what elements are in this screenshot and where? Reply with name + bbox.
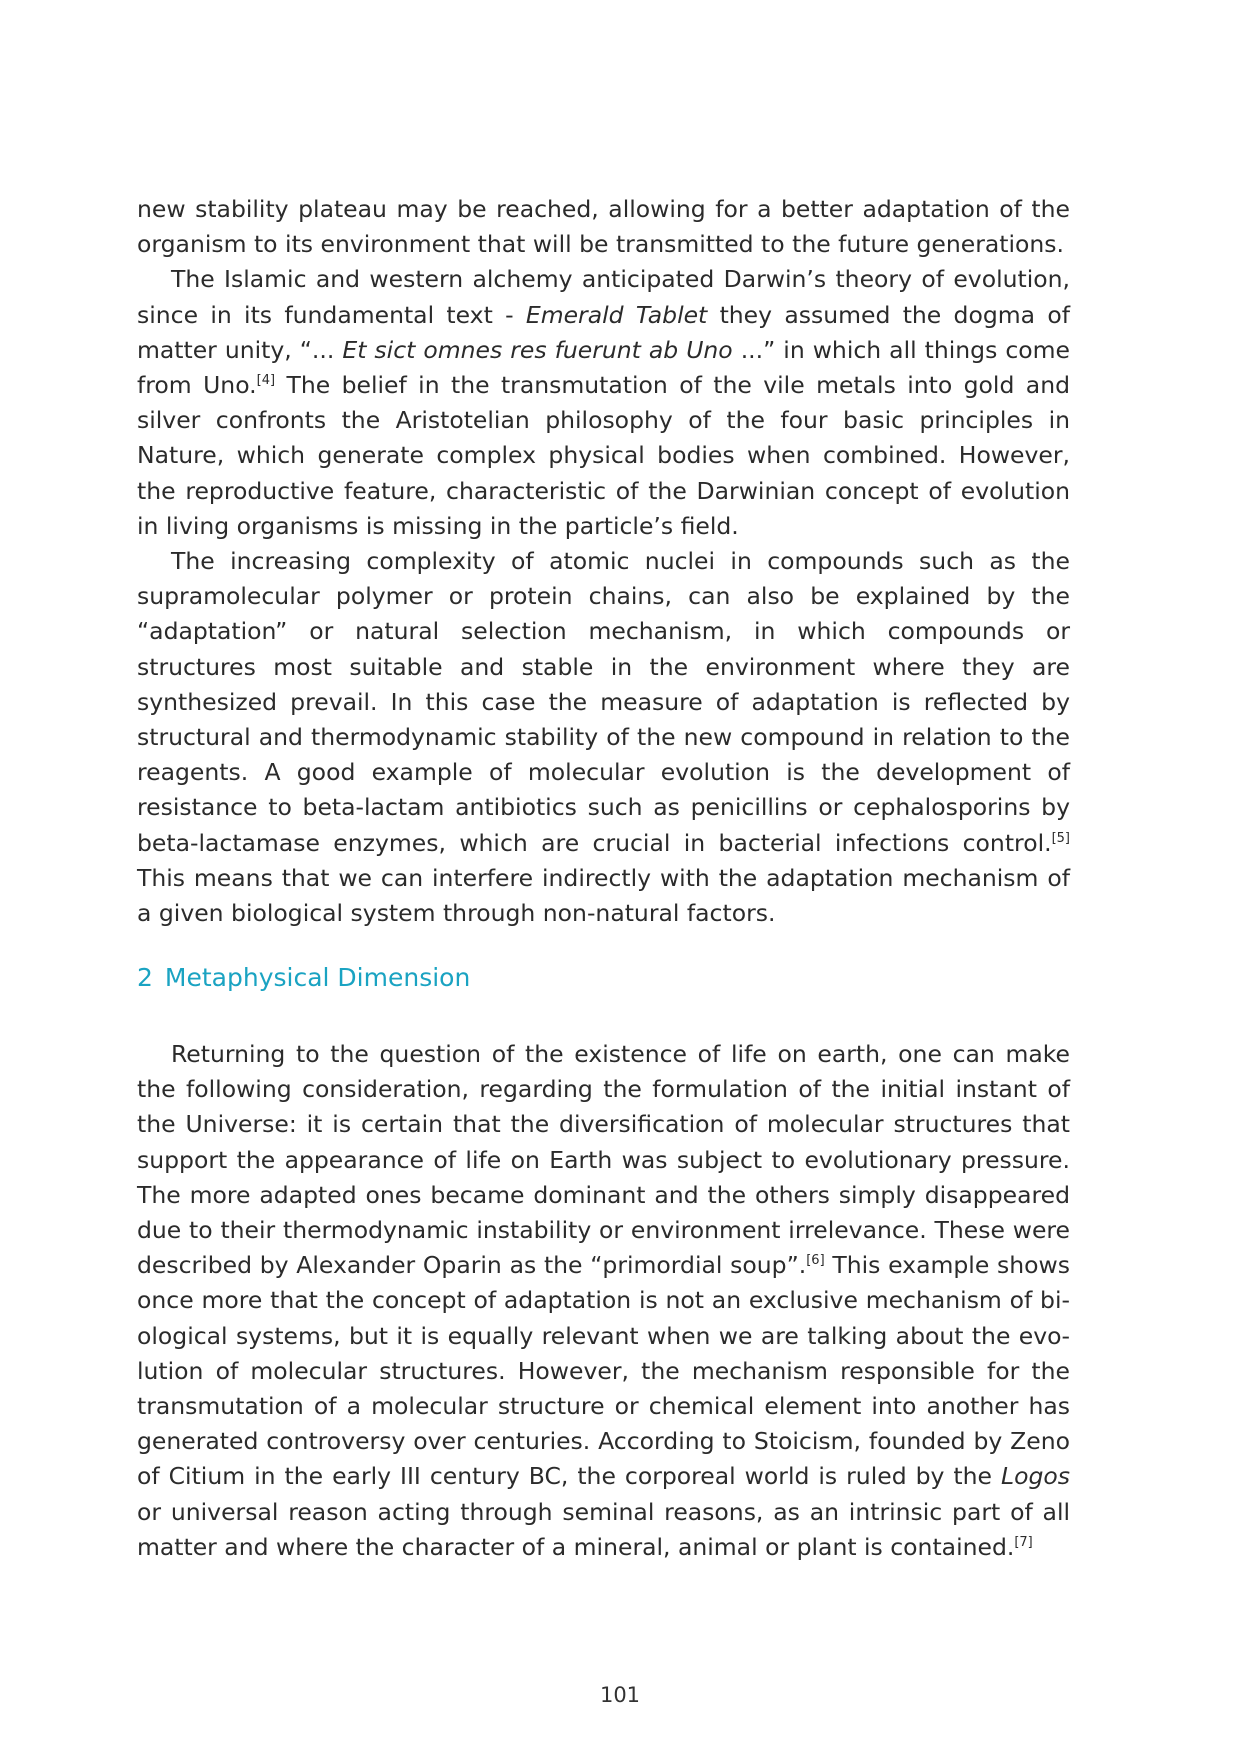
section-heading bbox=[137, 960, 470, 995]
paragraph bbox=[137, 1037, 1070, 1565]
body-text-lower bbox=[137, 1037, 1070, 1565]
citation-reference: [6] bbox=[806, 1253, 825, 1269]
body-text-upper bbox=[137, 192, 1070, 931]
text-run: This means that we can interfere indirectly with the adaptation mechanism of a given biological system through non-natural factors. bbox=[137, 863, 1070, 928]
italic-text: Emerald Tablet bbox=[525, 300, 708, 329]
section-number: 2 bbox=[137, 963, 153, 992]
paragraph bbox=[137, 192, 1070, 262]
text-run: or universal reason acting through seminal reasons, as an intrinsic part of all matter and where the character of a mineral, animal or plant is contained. bbox=[137, 1497, 1070, 1561]
citation-reference: [7] bbox=[1014, 1534, 1033, 1550]
section-title: Metaphysical Dimension bbox=[164, 963, 471, 992]
paragraph bbox=[137, 544, 1070, 931]
citation-reference: [5] bbox=[1051, 830, 1070, 846]
text-run: The increasing complexity of atomic nuclei in compounds such as the supramolecular polymer or protein chains, can also be explained by the “adaptation” or natural selection mechanism, in which compounds or structures most suitable and stable in the environment where they are synthesized prevail. In this case the measure of adaptation is reflected by structural and thermodynamic stability of the new compound in relation to the reagents. A good example of molecular evolution is the development of resistance to beta-lactam antibiotics such as penicillins or cephalosporins by beta-lactamase enzymes, which are crucial in bacterial infections control. bbox=[137, 547, 1070, 857]
citation-reference: [4] bbox=[256, 373, 276, 389]
italic-text: Et sict omnes res fuerunt ab Uno bbox=[342, 335, 733, 364]
text-run: ...” in which all things come from Uno. bbox=[137, 335, 1070, 400]
text-run: Returning to the question of the existence of life on earth, one can make the following consideration, regarding the formulation of the initial instant of the Universe: it is certain that the diversification of molecular structures that support the appearance of life on Earth was subject to evolutionary pressure. The more adapted ones became dominant and the others simply disappeared due to their thermodynamic instability or environment irrelevance. These were described by Alexander Oparin as the “primordial soup”. bbox=[137, 1040, 1070, 1280]
text-run: they assumed the dogma of matter unity, “... bbox=[137, 300, 1071, 364]
text-run: new stability plateau may be reached, allowing for a better adaptation of the organism to its environment that will be transmitted to the future generations. bbox=[137, 195, 1070, 259]
text-run: The belief in the transmutation of the vile metals into gold and silver confronts the Aristotelian philosophy of the four basic principles in Nature, which generate complex physical bodies when combined. However, the reproductive feature, characteristic of the Darwinian concept of evolution in living organisms is missing in the particle’s field. bbox=[137, 371, 1071, 540]
paragraph bbox=[137, 262, 1070, 544]
text-run: This example shows once more that the concept of adaptation is not an exclusive mechanism of biological systems, but it is equally relevant when we are talking about the evolution of molecular structures. However, the mechanism responsible for the transmutation of a molecular structure or chemical element into another has generated controversy over centuries. According to Stoicism, founded by Zeno of Citium in the early III century BC, the corporeal world is ruled by the bbox=[137, 1251, 1071, 1491]
italic-text: Logos bbox=[1000, 1462, 1070, 1491]
page-number: 101 bbox=[599, 1683, 641, 1707]
text-run: The Islamic and western alchemy anticipated Darwin’s theory of evolution, since in its fundamental text - bbox=[137, 265, 1070, 329]
